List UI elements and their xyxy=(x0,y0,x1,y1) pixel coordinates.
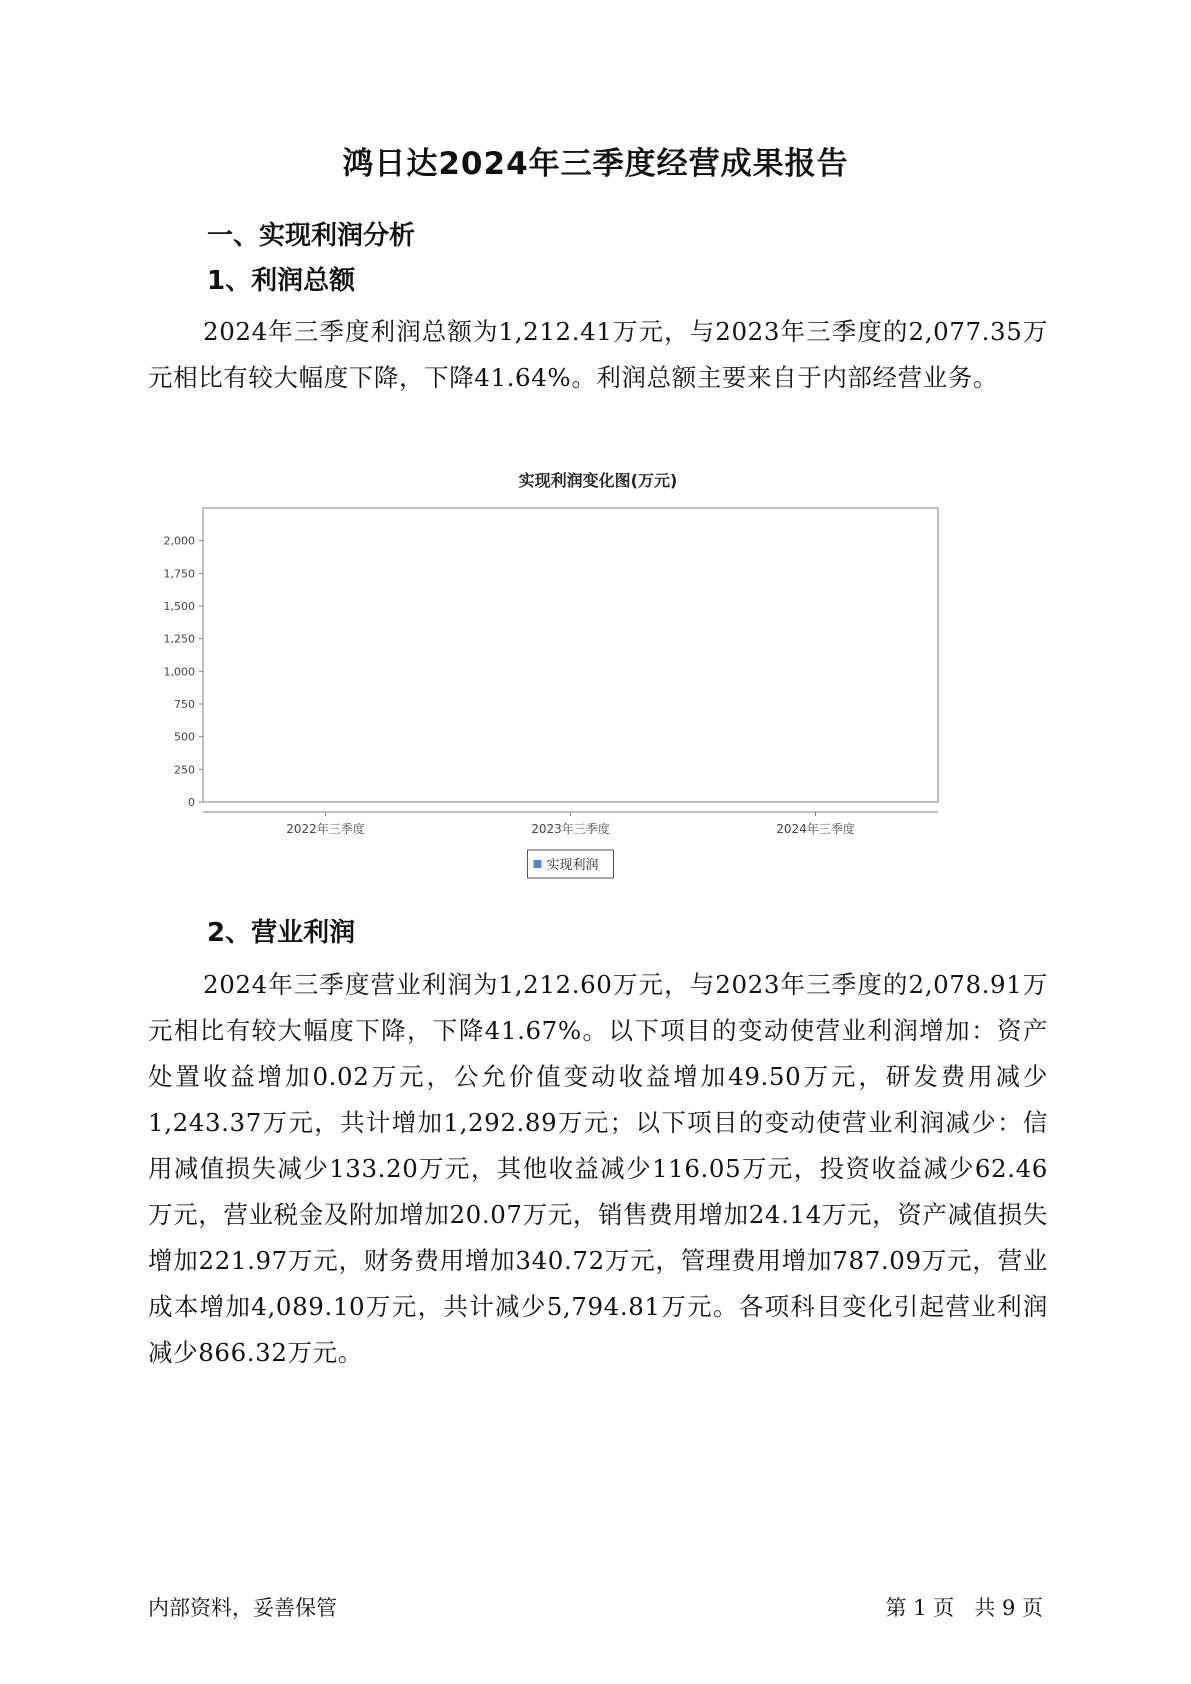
subsection-heading-total-profit: 1、利润总额 xyxy=(207,266,356,296)
profit-bar-chart xyxy=(148,471,1048,960)
y-tick-label: 0 xyxy=(188,796,195,809)
x-tick-label: 2022年三季度 xyxy=(286,822,365,836)
total-profit-paragraph: 2024年三季度利润总额为1,212.41万元，与2023年三季度的2,077.35万元相比有较大幅度下降，下降41.64%。利润总额主要来自于内部经营业务。 xyxy=(148,317,1048,392)
legend-swatch xyxy=(534,860,542,868)
y-tick-label: 1,000 xyxy=(163,665,195,679)
y-tick-label: 500 xyxy=(174,730,195,744)
chart-legend xyxy=(528,850,614,878)
chart-axes xyxy=(164,508,939,836)
legend-label: 实现利润 xyxy=(546,858,599,873)
plot-frame xyxy=(203,508,938,802)
section-heading-profit-analysis: 一、实现利润分析 xyxy=(207,221,416,251)
x-tick-label: 2023年三季度 xyxy=(531,822,610,836)
y-tick-label: 250 xyxy=(174,763,195,777)
y-tick-label: 1,250 xyxy=(163,632,195,646)
y-tick-label: 1,500 xyxy=(163,600,195,613)
y-tick-label: 750 xyxy=(174,698,195,711)
document-title: 鸿日达2024年三季度经营成果报告 xyxy=(342,146,849,182)
footer-page-number: 第 1 页 共 9 页 xyxy=(885,1596,1043,1620)
footer-confidential-note: 内部资料，妥善保管 xyxy=(148,1596,337,1620)
subsection-heading-operating-profit: 2、营业利润 xyxy=(207,918,356,948)
operating-profit-paragraph: 2024年三季度营业利润为1,212.60万元，与2023年三季度的2,078.91万元相比有较大幅度下降，下降41.67%。以下项目的变动使营业利润增加：资产处置收益增加0.02万元，公允价值变动收益增加49.50万元，研发费用减少1,243.37万元，共计增加1,292.89万元；以下项目的变动使营业利润减少：信用减值损失减少133.20万元，其他收益减少116.05万元，投资收益减少62.46万元，营业税金及附加增加20.07万元，销售费用增加24.14万元，资产减值损失增加221.97万元，财务费用增加340.72万元，管理费用增加787.09万元，营业成本增加4,089.10万元，共计减少5,794.81万元。各项科目变化引起营业利润减少866.32万元。 xyxy=(148,970,1048,1367)
y-tick-label: 2,000 xyxy=(163,534,195,548)
profit-chart xyxy=(148,471,1048,960)
x-tick-label: 2024年三季度 xyxy=(776,822,855,836)
y-tick-label: 1,750 xyxy=(163,567,195,581)
chart-title: 实现利润变化图(万元) xyxy=(518,471,678,490)
